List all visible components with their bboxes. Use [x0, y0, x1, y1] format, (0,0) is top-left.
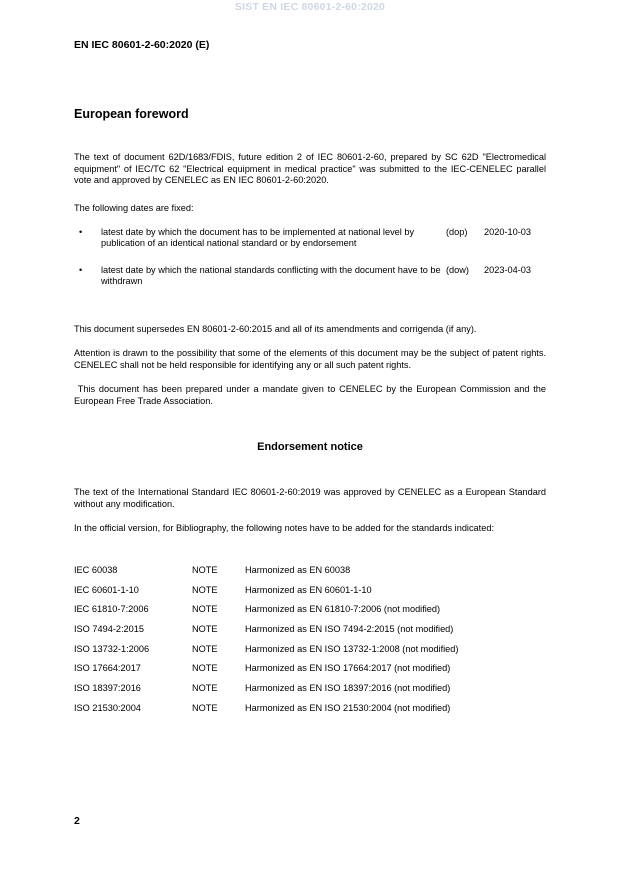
date-item-text: latest date by which the document has to be implemented at national level by publication of an identical national standard or by endorsement — [101, 227, 415, 248]
note-text: Harmonized as EN 60601-1-10 — [245, 585, 372, 595]
date-item-code: (dop) — [446, 227, 468, 237]
note-standard: ISO 18397:2016 — [74, 683, 141, 693]
note-standard: ISO 17664:2017 — [74, 663, 141, 673]
note-text: Harmonized as EN 60038 — [245, 565, 351, 575]
attention-paragraph: Attention is drawn to the possibility that some of the elements of this document may be the subject of patent rights. CENELEC shall not be held responsible for identifying any or all such patent rights. — [74, 348, 546, 370]
endorsement-text: The text of the International Standard IEC 80601-2-60:2019 was approved by CENELEC as a European Standard without any modification. — [74, 487, 546, 509]
note-text: Harmonized as EN ISO 7494-2:2015 (not modified) — [245, 624, 454, 634]
note-label: NOTE — [192, 703, 218, 713]
note-text: Harmonized as EN 61810-7:2006 (not modified) — [245, 604, 441, 614]
table-row — [74, 565, 546, 585]
document-id: EN IEC 80601-2-60:2020 (E) — [74, 39, 210, 51]
note-label: NOTE — [192, 604, 218, 614]
note-standard: ISO 21530:2004 — [74, 703, 141, 713]
endorsement-title: Endorsement notice — [257, 441, 363, 453]
note-label: NOTE — [192, 663, 218, 673]
note-standard: ISO 13732-1:2006 — [74, 644, 150, 654]
watermark: SIST EN IEC 80601-2-60:2020 — [234, 1, 386, 13]
bibliography-lead: In the official version, for Bibliography, the following notes have to be added for the standards indicated: — [74, 523, 494, 533]
note-standard: IEC 60601-1-10 — [74, 585, 139, 595]
note-text: Harmonized as EN ISO 13732-1:2008 (not modified) — [245, 644, 459, 654]
page-number: 2 — [74, 815, 80, 827]
table-row — [74, 703, 546, 723]
note-standard: ISO 7494-2:2015 — [74, 624, 144, 634]
note-label: NOTE — [192, 585, 218, 595]
note-text: Harmonized as EN ISO 18397:2016 (not modified) — [245, 683, 451, 693]
foreword-title: European foreword — [74, 107, 189, 121]
note-text: Harmonized as EN ISO 17664:2017 (not modified) — [245, 663, 451, 673]
dates-lead: The following dates are fixed: — [74, 203, 194, 213]
table-row — [74, 585, 546, 605]
note-text: Harmonized as EN ISO 21530:2004 (not modified) — [245, 703, 451, 713]
table-row — [74, 644, 546, 664]
bullet: • — [79, 265, 83, 275]
table-row — [74, 683, 546, 703]
date-item-text: latest date by which the national standards conflicting with the document have to be withdrawn — [101, 265, 441, 286]
note-label: NOTE — [192, 565, 218, 575]
bullet: • — [79, 227, 83, 237]
date-item-date: 2023-04-03 — [484, 265, 531, 275]
note-standard: IEC 61810-7:2006 — [74, 604, 149, 614]
table-row — [74, 663, 546, 683]
date-item-code: (dow) — [446, 265, 469, 275]
mandate-paragraph: This document has been prepared under a mandate given to CENELEC by the European Commission and the European Free Trade Association. — [74, 384, 549, 406]
note-label: NOTE — [192, 624, 218, 634]
note-standard: IEC 60038 — [74, 565, 118, 575]
note-label: NOTE — [192, 644, 218, 654]
table-row — [74, 624, 546, 644]
date-item-date: 2020-10-03 — [484, 227, 531, 237]
foreword-intro: The text of document 62D/1683/FDIS, future edition 2 of IEC 80601-2-60, prepared by SC 62D "Electromedical equipment" of IEC/TC 62 "Electrical equipment in medical practice" was submitted to the IEC-CENELEC parallel vote and approved by CENELEC as EN IEC 80601-2-60:2020. — [74, 152, 546, 185]
note-label: NOTE — [192, 683, 218, 693]
supersedes-paragraph: This document supersedes EN 80601-2-60:2015 and all of its amendments and corrigenda (if any). — [74, 324, 477, 334]
table-row — [74, 604, 546, 624]
